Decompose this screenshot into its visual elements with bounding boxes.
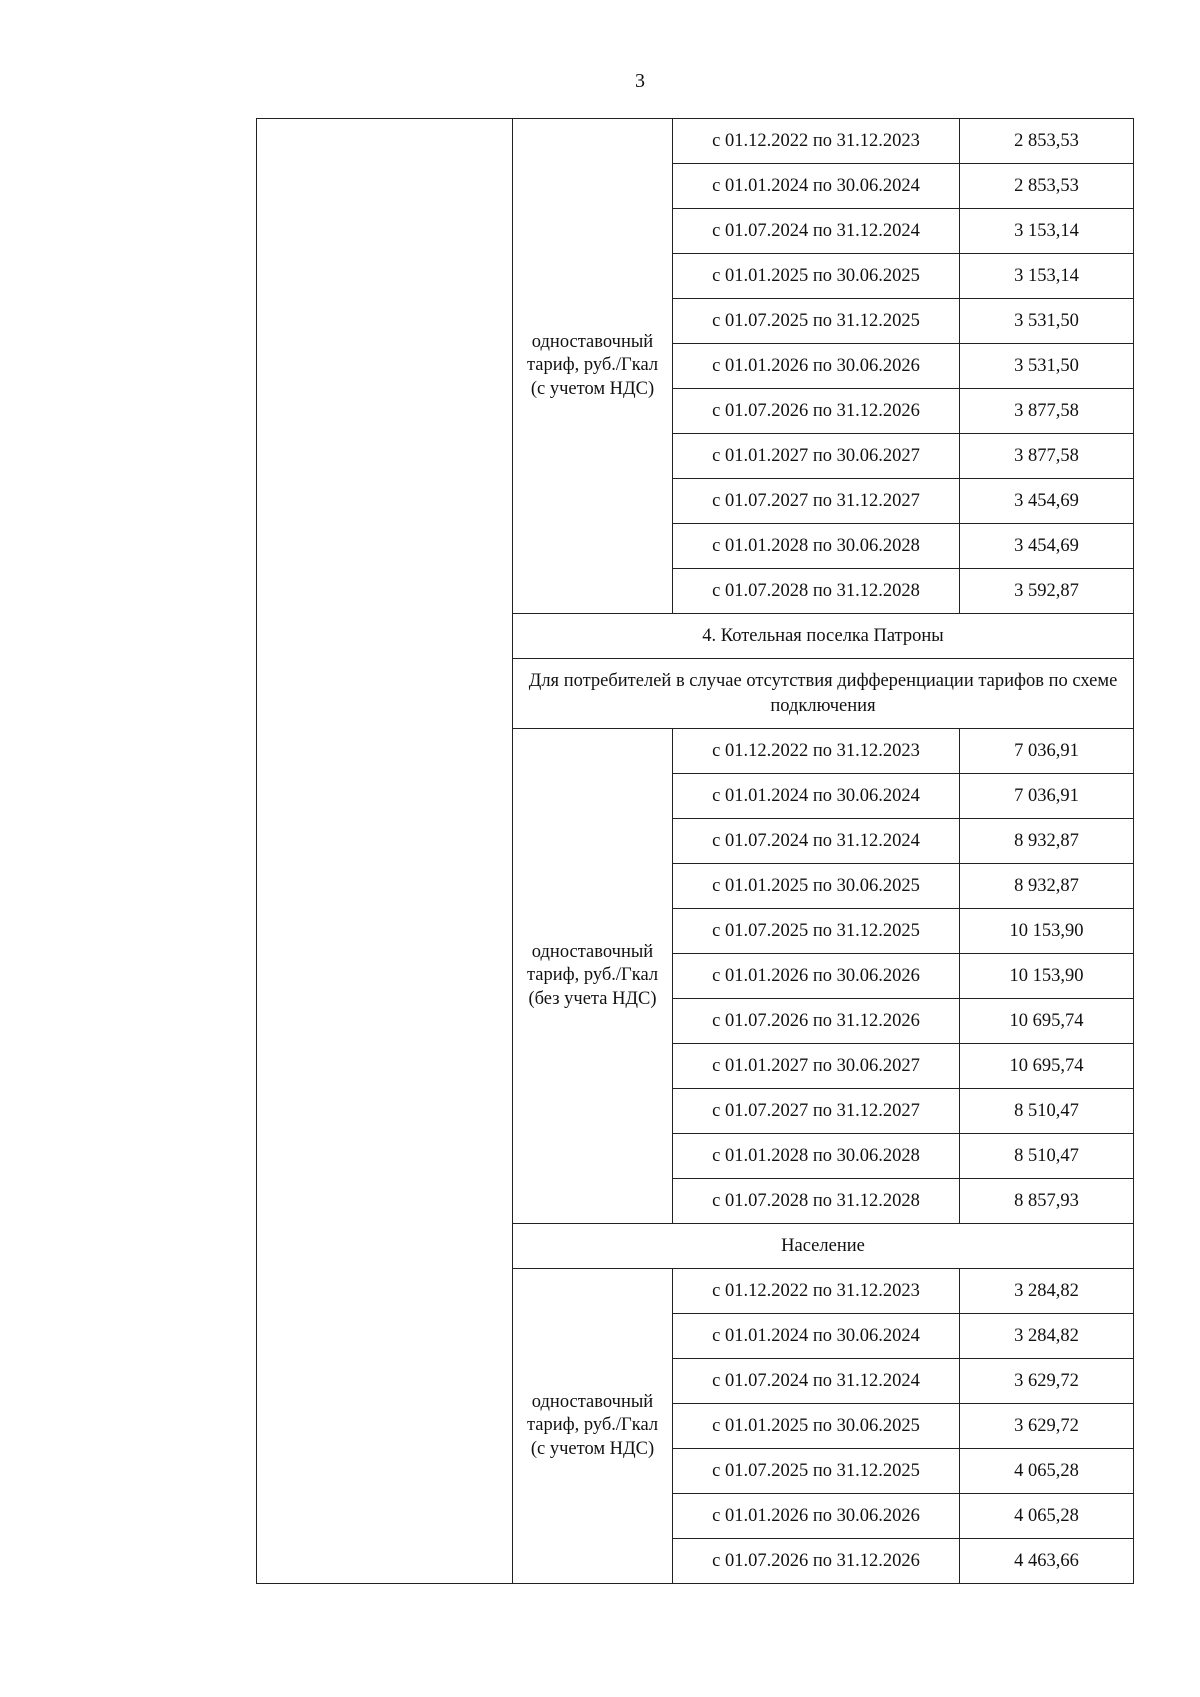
period-cell: с 01.01.2026 по 30.06.2026 — [673, 1494, 960, 1539]
period-cell: с 01.07.2027 по 31.12.2027 — [673, 479, 960, 524]
period-cell: с 01.01.2028 по 30.06.2028 — [673, 524, 960, 569]
value-cell: 3 592,87 — [960, 569, 1134, 614]
period-cell: с 01.07.2028 по 31.12.2028 — [673, 569, 960, 614]
period-cell: с 01.12.2022 по 31.12.2023 — [673, 729, 960, 774]
value-cell: 3 877,58 — [960, 434, 1134, 479]
period-cell: с 01.01.2024 по 30.06.2024 — [673, 1314, 960, 1359]
value-cell: 4 065,28 — [960, 1494, 1134, 1539]
period-cell: с 01.07.2026 по 31.12.2026 — [673, 999, 960, 1044]
period-cell: с 01.01.2025 по 30.06.2025 — [673, 864, 960, 909]
value-cell: 3 454,69 — [960, 479, 1134, 524]
period-cell: с 01.07.2028 по 31.12.2028 — [673, 1179, 960, 1224]
subsection-title: Население — [513, 1224, 1134, 1269]
value-cell: 3 153,14 — [960, 254, 1134, 299]
period-cell: с 01.07.2025 по 31.12.2025 — [673, 909, 960, 954]
period-cell: с 01.01.2026 по 30.06.2026 — [673, 954, 960, 999]
period-cell: с 01.07.2027 по 31.12.2027 — [673, 1089, 960, 1134]
value-cell: 3 629,72 — [960, 1359, 1134, 1404]
period-cell: с 01.01.2024 по 30.06.2024 — [673, 164, 960, 209]
period-cell: с 01.01.2028 по 30.06.2028 — [673, 1134, 960, 1179]
period-cell: с 01.12.2022 по 31.12.2023 — [673, 119, 960, 164]
period-cell: с 01.01.2027 по 30.06.2027 — [673, 434, 960, 479]
value-cell: 10 153,90 — [960, 954, 1134, 999]
table-row — [257, 119, 1134, 164]
period-cell: с 01.01.2027 по 30.06.2027 — [673, 1044, 960, 1089]
value-cell: 3 531,50 — [960, 344, 1134, 389]
value-cell: 10 153,90 — [960, 909, 1134, 954]
value-cell: 8 510,47 — [960, 1089, 1134, 1134]
value-cell: 7 036,91 — [960, 774, 1134, 819]
value-cell: 8 932,87 — [960, 864, 1134, 909]
value-cell: 3 454,69 — [960, 524, 1134, 569]
value-cell: 3 153,14 — [960, 209, 1134, 254]
period-cell: с 01.07.2026 по 31.12.2026 — [673, 1539, 960, 1584]
tariff-label: одноставочный тариф, руб./Гкал (с учетом НДС) — [513, 119, 673, 614]
value-cell: 8 932,87 — [960, 819, 1134, 864]
value-cell: 8 857,93 — [960, 1179, 1134, 1224]
period-cell: с 01.07.2024 по 31.12.2024 — [673, 819, 960, 864]
value-cell: 10 695,74 — [960, 1044, 1134, 1089]
empty-first-column — [257, 119, 513, 1584]
value-cell: 2 853,53 — [960, 119, 1134, 164]
value-cell: 2 853,53 — [960, 164, 1134, 209]
value-cell: 3 284,82 — [960, 1269, 1134, 1314]
period-cell: с 01.07.2024 по 31.12.2024 — [673, 1359, 960, 1404]
value-cell: 7 036,91 — [960, 729, 1134, 774]
period-cell: с 01.01.2024 по 30.06.2024 — [673, 774, 960, 819]
value-cell: 3 531,50 — [960, 299, 1134, 344]
section-title: 4. Котельная поселка Патроны — [513, 614, 1134, 659]
tariff-label: одноставочный тариф, руб./Гкал (без учета НДС) — [513, 729, 673, 1224]
period-cell: с 01.01.2025 по 30.06.2025 — [673, 1404, 960, 1449]
value-cell: 4 065,28 — [960, 1449, 1134, 1494]
period-cell: с 01.01.2026 по 30.06.2026 — [673, 344, 960, 389]
period-cell: с 01.01.2025 по 30.06.2025 — [673, 254, 960, 299]
period-cell: с 01.07.2025 по 31.12.2025 — [673, 299, 960, 344]
period-cell: с 01.07.2024 по 31.12.2024 — [673, 209, 960, 254]
value-cell: 3 629,72 — [960, 1404, 1134, 1449]
page-number: 3 — [635, 70, 645, 92]
value-cell: 10 695,74 — [960, 999, 1134, 1044]
value-cell: 3 284,82 — [960, 1314, 1134, 1359]
tariff-table — [256, 118, 1134, 1584]
subsection-title: Для потребителей в случае отсутствия дифференциации тарифов по схеме подключения — [513, 659, 1134, 729]
period-cell: с 01.07.2026 по 31.12.2026 — [673, 389, 960, 434]
tariff-label: одноставочный тариф, руб./Гкал (с учетом НДС) — [513, 1269, 673, 1584]
period-cell: с 01.12.2022 по 31.12.2023 — [673, 1269, 960, 1314]
value-cell: 4 463,66 — [960, 1539, 1134, 1584]
value-cell: 3 877,58 — [960, 389, 1134, 434]
value-cell: 8 510,47 — [960, 1134, 1134, 1179]
period-cell: с 01.07.2025 по 31.12.2025 — [673, 1449, 960, 1494]
